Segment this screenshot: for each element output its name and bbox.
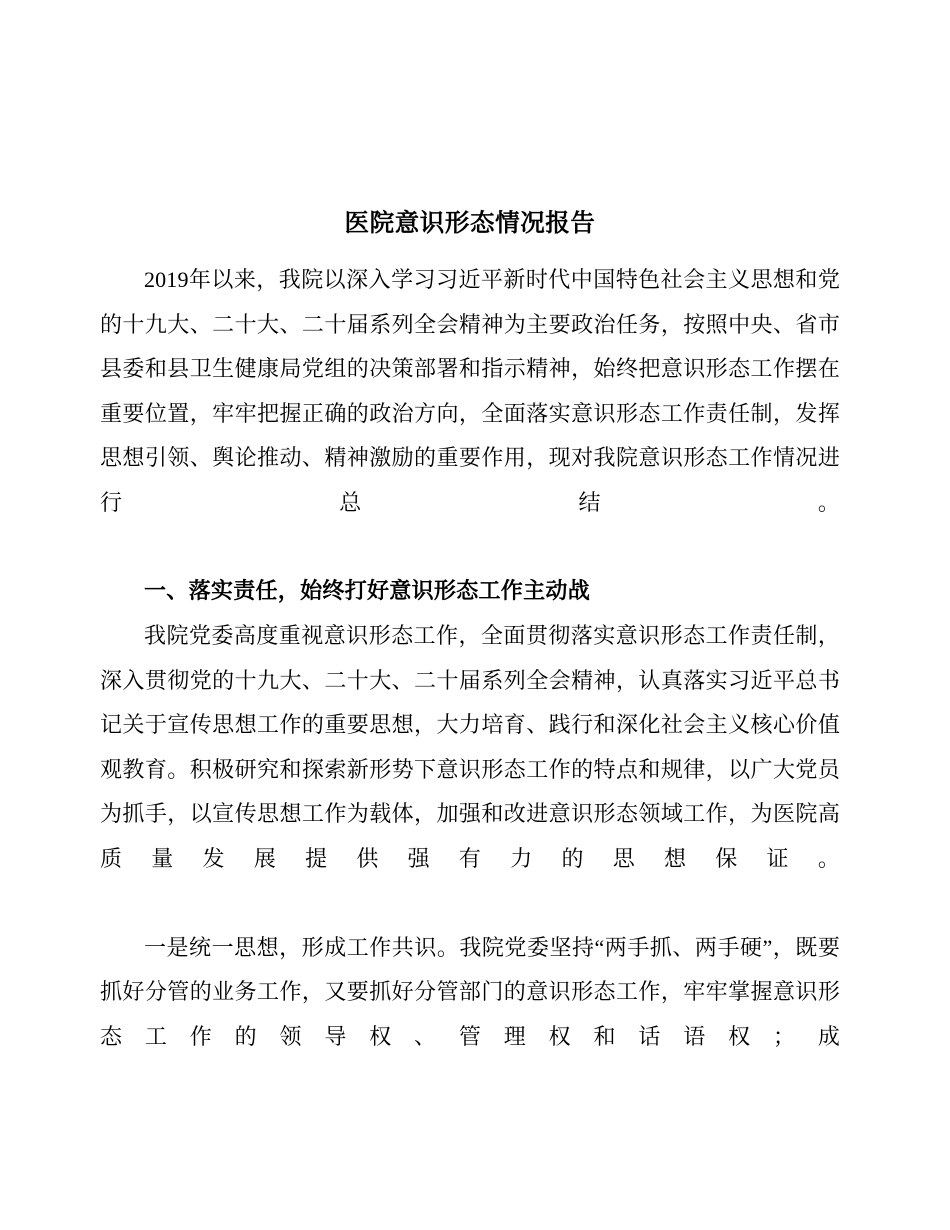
- paragraph-section-one-second: 一是统一思想，形成工作共识。我院党委坚持“两手抓、两手硬”，既要抓好分管的业务工作，又要抓好分管部门的意识形态工作，牢牢掌握意识形态工作的领导权、管理权和话语权；成: [100, 934, 840, 1049]
- document-body: [100, 206, 840, 1104]
- section-heading-one: 一、落实责任，始终打好意识形态工作主动战: [144, 578, 591, 604]
- page-title: 医院意识形态情况报告: [344, 208, 596, 237]
- paragraph-section-one-first: 我院党委高度重视意识形态工作，全面贯彻落实意识形态工作责任制，深入贯彻党的十九大、二十大、二十届系列全会精神，认真落实习近平总书记关于宣传思想工作的重要思想，大力培育、践行和深化社会主义核心价值观教育。积极研究和探索新形势下意识形态工作的特点和规律，以广大党员为抓手，以宣传思想工作为载体，加强和改进意识形态领域工作，为医院高质量发展提供强有力的思想保证。: [100, 623, 840, 871]
- paragraph-intro: 2019年以来，我院以深入学习习近平新时代中国特色社会主义思想和党的十九大、二十大、二十届系列全会精神为主要政治任务，按照中央、省市县委和县卫生健康局党组的决策部署和指示精神，始终把意识形态工作摆在重要位置，牢牢把握正确的政治方向，全面落实意识形态工作责任制，发挥思想引领、舆论推动、精神激励的重要作用，现对我院意识形态工作情况进行总结。: [100, 267, 840, 515]
